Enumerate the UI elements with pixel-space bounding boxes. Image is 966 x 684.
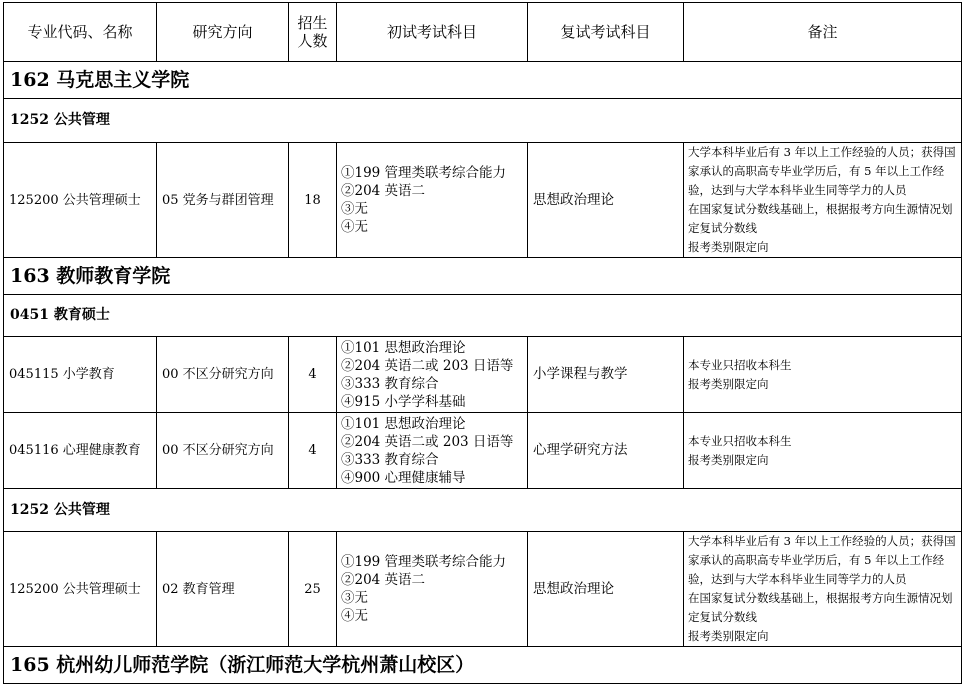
first-exam-subject: ①199 管理类联考综合能力	[341, 165, 507, 181]
college-title: 163 教师教育学院	[4, 258, 962, 295]
note-line: 本专业只招收本科生	[688, 433, 792, 448]
program-retest: 心理学研究方法	[528, 413, 684, 489]
major-row	[4, 489, 962, 532]
program-enroll: 25	[289, 532, 337, 647]
program-code-name: 125200 公共管理硕士	[4, 532, 157, 647]
header-enroll-line2: 人数	[297, 32, 328, 50]
program-direction: 02 教育管理	[157, 532, 289, 647]
program-code-name: 045115 小学教育	[4, 337, 157, 413]
first-exam-subject: ④900 心理健康辅导	[341, 469, 466, 486]
first-exam-subject: ④无	[341, 608, 368, 624]
program-retest: 思想政治理论	[528, 532, 684, 647]
first-exam-subject: ④无	[341, 219, 368, 235]
note-line: 在国家复试分数线基础上，根据报考方向生源情况划定复试分数线	[688, 202, 953, 235]
header-first-exam: 初试考试科目	[337, 3, 528, 62]
header-code-name: 专业代码、名称	[4, 3, 157, 62]
first-exam-subject: ②204 英语二	[341, 183, 426, 199]
note-line: 本专业只招收本科生	[688, 357, 792, 372]
first-exam-subject: ③333 教育综合	[341, 451, 439, 468]
first-exam-subject: ③333 教育综合	[341, 375, 439, 392]
program-first-exam	[337, 413, 528, 489]
program-enroll: 4	[289, 337, 337, 413]
program-row	[4, 143, 962, 258]
first-exam-subject: ③无	[341, 201, 368, 217]
first-exam-subject: ①199 管理类联考综合能力	[341, 554, 507, 570]
program-code-name: 045116 心理健康教育	[4, 413, 157, 489]
major-row	[4, 295, 962, 337]
first-exam-subject: ②204 英语二	[341, 572, 426, 588]
program-row	[4, 413, 962, 489]
program-row	[4, 532, 962, 647]
college-row	[4, 62, 962, 99]
first-exam-subject: ②204 英语二或 203 日语等	[341, 433, 514, 450]
program-direction: 05 党务与群团管理	[157, 143, 289, 258]
header-notes: 备注	[684, 3, 962, 62]
note-line: 报考类别限定向	[688, 376, 769, 391]
first-exam-subject: ③无	[341, 590, 368, 606]
major-title: 1252 公共管理	[4, 489, 962, 532]
first-exam-subject: ④915 小学学科基础	[341, 393, 466, 410]
program-first-exam	[337, 337, 528, 413]
header-retest: 复试考试科目	[528, 3, 684, 62]
college-title: 162 马克思主义学院	[4, 62, 962, 99]
program-retest: 小学课程与教学	[528, 337, 684, 413]
program-code-name: 125200 公共管理硕士	[4, 143, 157, 258]
program-retest: 思想政治理论	[528, 143, 684, 258]
note-line: 报考类别限定向	[688, 629, 769, 643]
program-first-exam	[337, 143, 528, 258]
program-direction: 00 不区分研究方向	[157, 337, 289, 413]
note-line: 大学本科毕业后有 3 年以上工作经验的人员；获得国家承认的高职高专毕业学历后，有 5 年以上工作经验，达到与大学本科毕业生同等学力的人员	[688, 534, 956, 586]
program-row	[4, 337, 962, 413]
note-line: 在国家复试分数线基础上，根据报考方向生源情况划定复试分数线	[688, 591, 953, 624]
college-row	[4, 647, 962, 684]
header-direction: 研究方向	[157, 3, 289, 62]
major-title: 0451 教育硕士	[4, 295, 962, 337]
note-line: 报考类别限定向	[688, 452, 769, 467]
college-row	[4, 258, 962, 295]
note-line: 大学本科毕业后有 3 年以上工作经验的人员；获得国家承认的高职高专毕业学历后，有 5 年以上工作经验，达到与大学本科毕业生同等学力的人员	[688, 145, 956, 197]
program-notes	[684, 532, 962, 647]
admissions-table	[3, 2, 962, 684]
note-line: 报考类别限定向	[688, 240, 769, 254]
header-enroll-line1: 招生	[297, 14, 328, 32]
major-row	[4, 99, 962, 143]
first-exam-subject: ①101 思想政治理论	[341, 339, 466, 356]
program-notes	[684, 143, 962, 258]
header-enroll	[289, 3, 337, 62]
program-direction: 00 不区分研究方向	[157, 413, 289, 489]
program-enroll: 4	[289, 413, 337, 489]
college-title: 165 杭州幼儿师范学院（浙江师范大学杭州萧山校区）	[4, 647, 962, 684]
table-header-row	[4, 3, 962, 62]
first-exam-subject: ②204 英语二或 203 日语等	[341, 357, 514, 374]
program-first-exam	[337, 532, 528, 647]
program-notes	[684, 337, 962, 413]
first-exam-subject: ①101 思想政治理论	[341, 415, 466, 432]
program-enroll: 18	[289, 143, 337, 258]
major-title: 1252 公共管理	[4, 99, 962, 143]
program-notes	[684, 413, 962, 489]
